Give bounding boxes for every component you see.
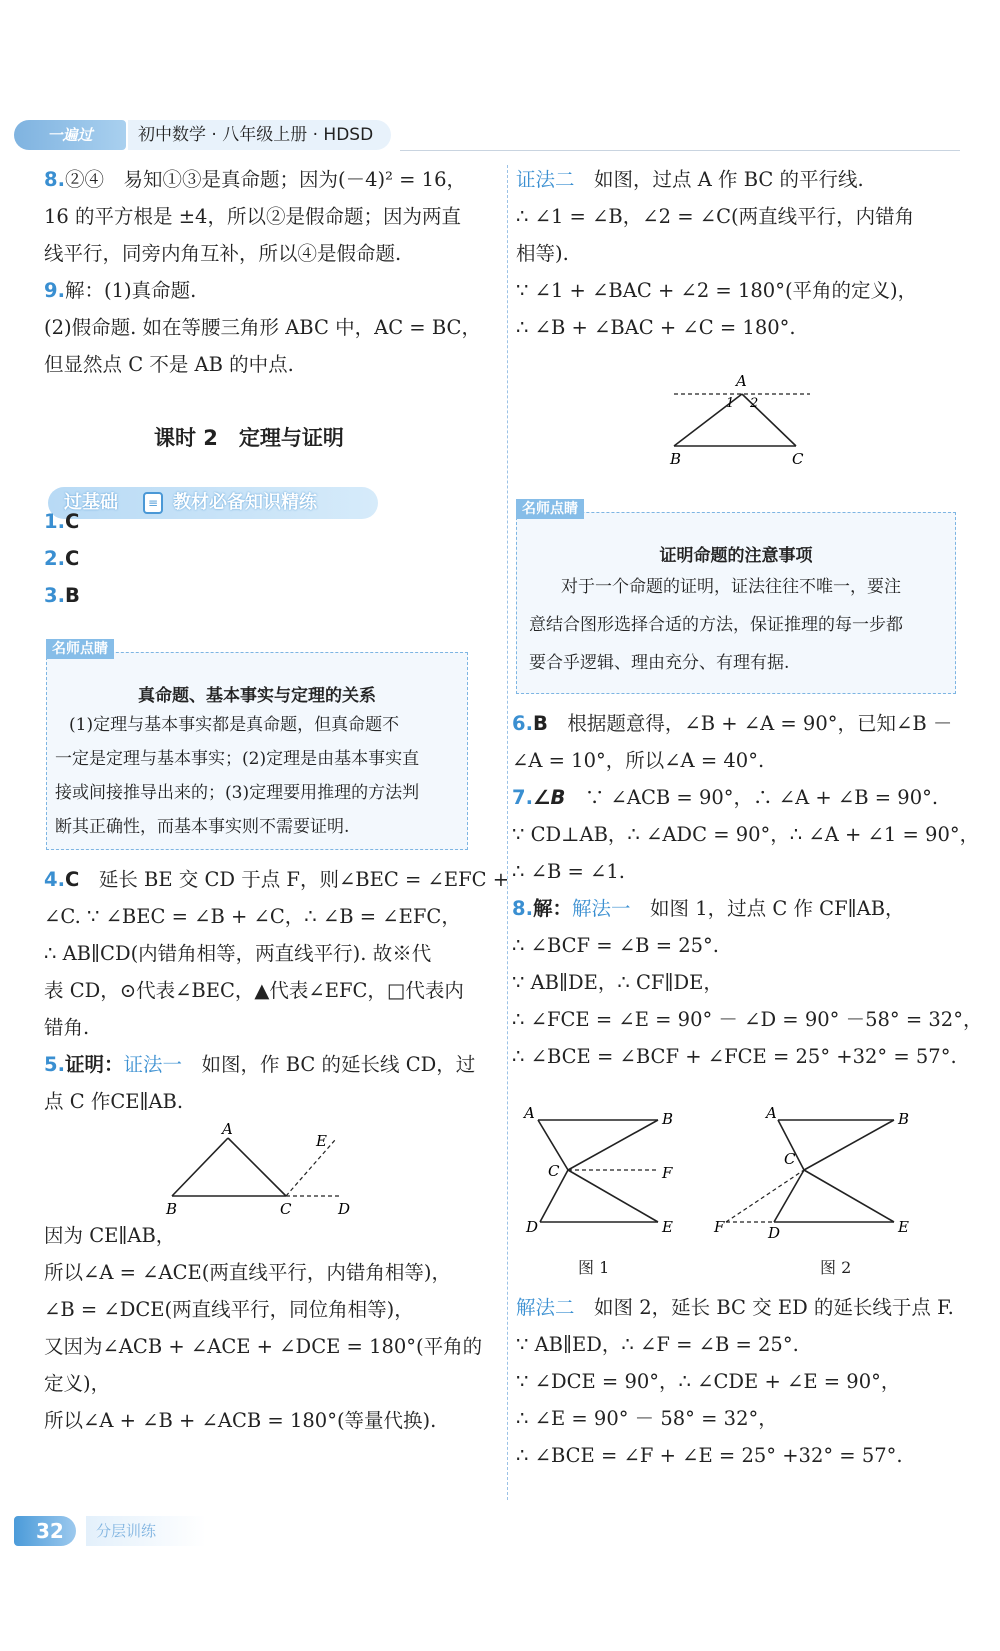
- q8r-line-3: ∵ AB∥DE，∴ CF∥DE，: [512, 971, 723, 994]
- figure-1-caption: 图 1: [578, 1258, 610, 1277]
- q6-line-2: ∠A = 10°，所以∠A = 40°.: [512, 749, 765, 772]
- q9-line-1: 9.解：(1)真命题.: [44, 279, 197, 302]
- label-E: E: [316, 1132, 327, 1150]
- tip-line-4: 断其正确性，而基本事实则不需要证明.: [55, 817, 350, 837]
- label-C: C: [792, 450, 804, 468]
- page-number: 32: [14, 1516, 76, 1546]
- q5-figure: [150, 1118, 370, 1218]
- label-B: B: [662, 1110, 674, 1128]
- proof2-line-2: ∴ ∠1 = ∠B，∠2 = ∠C(两直线平行，内错角: [516, 205, 915, 228]
- label-C: C: [784, 1150, 796, 1168]
- q5-proof-3: ∠B = ∠DCE(两直线平行，同位角相等)，: [44, 1298, 414, 1321]
- tip-box-right: [516, 501, 956, 694]
- answer-3: 3.B: [44, 584, 80, 607]
- header-rule: [400, 150, 960, 151]
- column-divider: [507, 165, 508, 1500]
- q8r-m-line-4: ∴ ∠E = 90° － 58° = 32°，: [516, 1407, 778, 1430]
- q8-line-1: 8.②④ 易知①③是真命题；因为(－4)² = 16，: [44, 168, 466, 191]
- q9-line-3: 但显然点 C 不是 AB 的中点.: [44, 353, 294, 376]
- tip-title: 证明命题的注意事项: [659, 546, 813, 566]
- q8r-m-line-2: ∵ AB∥ED，∴ ∠F = ∠B = 25°.: [516, 1333, 799, 1356]
- figure-2: [712, 1098, 957, 1248]
- q4-line-5: 错角.: [44, 1016, 90, 1039]
- label-D: D: [768, 1224, 781, 1242]
- tip-title: 真命题、基本事实与定理的关系: [138, 686, 376, 706]
- footer-label: 分层训练: [86, 1516, 206, 1546]
- proof2-line-4: ∵ ∠1 + ∠BAC + ∠2 = 180°(平角的定义)，: [516, 279, 918, 302]
- label-A: A: [766, 1104, 777, 1122]
- tip-tag: 名师点睛: [46, 639, 114, 659]
- label-B: B: [166, 1200, 178, 1218]
- tip-line-2: 一定是定理与基本事实；(2)定理是由基本事实直: [55, 749, 420, 769]
- proof2-line-5: ∴ ∠B + ∠BAC + ∠C = 180°.: [516, 316, 796, 339]
- q5-proof-4: 又因为∠ACB + ∠ACE + ∠DCE = 180°(平角的: [44, 1335, 483, 1358]
- q5-proof-5: 定义)，: [44, 1372, 111, 1395]
- tip-line-3: 要合乎逻辑、理由充分、有理有据.: [529, 653, 790, 673]
- tip-line-1: 对于一个命题的证明，证法往往不唯一，要注: [561, 577, 901, 597]
- label-C: C: [548, 1162, 560, 1180]
- section-label: 过基础: [64, 492, 118, 513]
- q4-line-1: 4.C 延长 BE 交 CD 于点 F，则∠BEC = ∠EFC +: [44, 868, 510, 891]
- section-banner: [48, 487, 378, 519]
- tip-box-left: [46, 641, 468, 850]
- q5-line-2: 点 C 作CE∥AB.: [44, 1090, 184, 1113]
- brand-logo: 一遍过: [14, 120, 126, 150]
- lesson-title: 课时 2 定理与证明: [154, 426, 344, 450]
- q5-proof-1: 因为 CE∥AB，: [44, 1224, 176, 1247]
- figure-2-caption: 图 2: [820, 1258, 852, 1277]
- q9-line-2: (2)假命题. 如在等腰三角形 ABC 中，AC = BC，: [44, 316, 481, 339]
- q5-proof-6: 所以∠A + ∠B + ∠ACB = 180°(等量代换).: [44, 1409, 437, 1432]
- q8r-m-line-1: 解法二 如图 2，延长 BC 交 ED 的延长线于点 F.: [516, 1296, 954, 1319]
- label-F: F: [662, 1164, 673, 1182]
- label-A: A: [222, 1120, 233, 1138]
- q8r-line-1: 8.解：解法一 如图 1，过点 C 作 CF∥AB，: [512, 897, 905, 920]
- tip-tag: 名师点睛: [516, 499, 584, 519]
- answer-1: 1.C: [44, 510, 80, 533]
- q8-line-3: 线平行，同旁内角互补，所以④是假命题.: [44, 242, 402, 265]
- q8r-line-4: ∴ ∠FCE = ∠E = 90° － ∠D = 90° －58° = 32°，: [512, 1008, 983, 1031]
- notebook-icon: ≡: [143, 492, 163, 514]
- q5-proof-2: 所以∠A = ∠ACE(两直线平行，内错角相等)，: [44, 1261, 451, 1284]
- proof2-line-3: 相等).: [516, 242, 569, 265]
- label-D: D: [526, 1218, 539, 1236]
- label-F: F: [714, 1218, 725, 1236]
- angle-1-label: 1: [726, 396, 735, 411]
- q8r-m-line-3: ∵ ∠DCE = 90°，∴ ∠CDE + ∠E = 90°，: [516, 1370, 901, 1393]
- label-A: A: [524, 1104, 535, 1122]
- label-D: D: [338, 1200, 351, 1218]
- label-C: C: [280, 1200, 292, 1218]
- label-E: E: [898, 1218, 909, 1236]
- q8r-line-2: ∴ ∠BCF = ∠B = 25°.: [512, 934, 719, 957]
- book-title: 初中数学 · 八年级上册 · HDSD: [128, 120, 391, 150]
- tip-line-3: 接或间接推导出来的；(3)定理要用推理的方法判: [55, 783, 420, 803]
- label-B: B: [898, 1110, 910, 1128]
- section-subtitle: 教材必备知识精练: [173, 492, 317, 513]
- q4-line-4: 表 CD，⊙代表∠BEC，▲代表∠EFC，□代表内: [44, 979, 464, 1002]
- tip-line-2: 意结合图形选择合适的方法，保证推理的每一步都: [529, 615, 903, 635]
- q7-line-3: ∴ ∠B = ∠1.: [512, 860, 625, 883]
- q5-line-1: 5.证明：证法一 如图，作 BC 的延长线 CD，过: [44, 1053, 476, 1076]
- q8r-m-line-5: ∴ ∠BCE = ∠F + ∠E = 25° +32° = 57°.: [516, 1444, 903, 1467]
- q6-line-1: 6.B 根据题意得，∠B + ∠A = 90°，已知∠B －: [512, 712, 953, 735]
- q8r-line-5: ∴ ∠BCE = ∠BCF + ∠FCE = 25° +32° = 57°.: [512, 1045, 957, 1068]
- q4-line-3: ∴ AB∥CD(内错角相等，两直线平行). 故※代: [44, 942, 432, 965]
- figure-1: [518, 1098, 693, 1248]
- angle-2-label: 2: [750, 396, 759, 411]
- label-B: B: [670, 450, 682, 468]
- label-A: A: [736, 372, 747, 390]
- tip-line-1: (1)定理与基本事实都是真命题，但真命题不: [69, 715, 400, 735]
- label-E: E: [662, 1218, 673, 1236]
- answer-2: 2.C: [44, 547, 80, 570]
- q7-line-2: ∵ CD⊥AB，∴ ∠ADC = 90°，∴ ∠A + ∠1 = 90°，: [512, 823, 980, 846]
- q8-line-2: 16 的平方根是 ±4，所以②是假命题；因为两直: [44, 205, 461, 228]
- q4-line-2: ∠C. ∵ ∠BEC = ∠B + ∠C，∴ ∠B = ∠EFC，: [44, 905, 461, 928]
- proof2-figure: [660, 362, 820, 472]
- proof2-line-1: 证法二 如图，过点 A 作 BC 的平行线.: [516, 168, 864, 191]
- q7-line-1: 7.∠B ∵ ∠ACB = 90°，∴ ∠A + ∠B = 90°.: [512, 786, 939, 809]
